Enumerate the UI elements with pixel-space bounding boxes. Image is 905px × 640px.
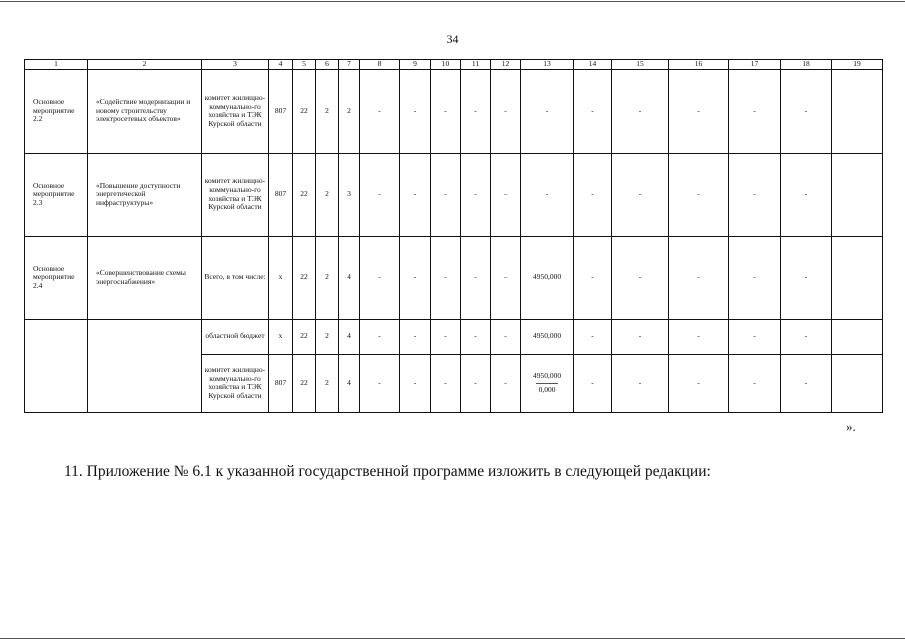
table-cell: 807 <box>269 153 293 236</box>
header-cell: 7 <box>339 60 360 70</box>
table-cell: - <box>491 153 521 236</box>
table-cell: 2 <box>316 319 339 354</box>
table-cell: 22 <box>293 153 316 236</box>
table-cell: - <box>360 69 400 153</box>
table-cell <box>832 354 883 412</box>
table-cell: 807 <box>269 354 293 412</box>
bottom-edge-line <box>0 638 905 639</box>
table-cell <box>832 153 883 236</box>
table-cell: - <box>400 69 431 153</box>
table-cell: - <box>461 236 491 319</box>
table-cell: - <box>612 153 669 236</box>
table-cell: - <box>574 69 612 153</box>
table-cell: - <box>781 319 832 354</box>
header-cell: 18 <box>781 60 832 70</box>
header-cell: 10 <box>431 60 461 70</box>
table-cell: - <box>461 69 491 153</box>
table-cell: 4950,000 <box>521 236 574 319</box>
table-cell: - <box>669 153 729 236</box>
executor-cell: областной бюджет <box>202 319 269 354</box>
table-cell: - <box>669 236 729 319</box>
table-cell: - <box>729 319 781 354</box>
table-cell <box>832 236 883 319</box>
table-cell: х <box>269 319 293 354</box>
table-cell: - <box>781 69 832 153</box>
header-cell: 5 <box>293 60 316 70</box>
funding-value: 0,000 <box>538 384 556 394</box>
table-cell: - <box>461 319 491 354</box>
activity-title: «Совершенствование схемы энергоснабжения» <box>88 236 202 319</box>
table-cell: х <box>269 236 293 319</box>
header-cell: 16 <box>669 60 729 70</box>
header-cell: 1 <box>25 60 88 70</box>
divider <box>536 383 558 384</box>
table-cell: - <box>491 69 521 153</box>
table-cell <box>832 319 883 354</box>
header-cell: 17 <box>729 60 781 70</box>
executor-cell: комитет жилищно-коммунально-го хозяйства и ТЭК Курской области <box>202 153 269 236</box>
table-cell: - <box>729 236 781 319</box>
table-cell: - <box>400 153 431 236</box>
header-cell: 4 <box>269 60 293 70</box>
funding-cell <box>521 354 574 412</box>
table-cell: 4 <box>339 319 360 354</box>
top-edge-line <box>0 1 905 2</box>
table-cell: - <box>400 319 431 354</box>
activity-title: «Содействие модернизации и новому строительству электросетевых объектов» <box>88 69 202 153</box>
funding-value: 4950,000 <box>532 371 562 380</box>
table-cell: - <box>612 354 669 412</box>
table-cell: - <box>360 153 400 236</box>
table-cell: - <box>612 69 669 153</box>
table-cell: - <box>400 354 431 412</box>
table-cell: - <box>491 236 521 319</box>
table-cell: 4 <box>339 354 360 412</box>
table-cell-empty <box>25 319 88 412</box>
table-row <box>25 153 883 236</box>
header-cell: 15 <box>612 60 669 70</box>
table-cell: - <box>574 319 612 354</box>
table-cell: - <box>521 153 574 236</box>
table-cell: 2 <box>316 69 339 153</box>
program-activities-table <box>24 59 883 413</box>
table-cell: 22 <box>293 236 316 319</box>
table-cell: - <box>461 153 491 236</box>
header-cell: 6 <box>316 60 339 70</box>
instruction-paragraph: 11. Приложение № 6.1 к указанной государственной программе изложить в следующей редакции: <box>64 463 711 480</box>
table-cell: - <box>431 354 461 412</box>
table-cell: - <box>612 236 669 319</box>
executor-cell: комитет жилищно-коммунально-го хозяйства и ТЭК Курской области <box>202 354 269 412</box>
header-cell: 11 <box>461 60 491 70</box>
table-header-row <box>25 60 883 70</box>
table-cell: - <box>781 354 832 412</box>
table-cell: 2 <box>339 69 360 153</box>
table-cell: - <box>360 236 400 319</box>
header-cell: 12 <box>491 60 521 70</box>
table-cell: - <box>360 319 400 354</box>
table-cell: - <box>729 354 781 412</box>
table-row <box>25 236 883 319</box>
table-cell: - <box>574 354 612 412</box>
table-cell: - <box>360 354 400 412</box>
activity-title: «Повышение доступности энергетической инфраструктуры» <box>88 153 202 236</box>
table-cell: - <box>521 69 574 153</box>
table-cell: - <box>574 153 612 236</box>
table-cell: 22 <box>293 69 316 153</box>
executor-cell: комитет жилищно-коммунально-го хозяйства и ТЭК Курской области <box>202 69 269 153</box>
table-cell: 807 <box>269 69 293 153</box>
table-cell: 3 <box>339 153 360 236</box>
table-cell: 22 <box>293 319 316 354</box>
table-cell-empty <box>88 319 202 412</box>
table-cell: - <box>461 354 491 412</box>
header-cell: 13 <box>521 60 574 70</box>
table-cell: - <box>491 354 521 412</box>
activity-code: Основное мероприятие 2.4 <box>25 236 88 319</box>
table-cell: - <box>729 69 781 153</box>
header-cell: 14 <box>574 60 612 70</box>
table-cell: - <box>612 319 669 354</box>
closing-quote: ». <box>846 419 856 434</box>
header-cell: 9 <box>400 60 431 70</box>
table-cell: 22 <box>293 354 316 412</box>
table-cell: - <box>781 153 832 236</box>
table-cell: - <box>729 153 781 236</box>
table-cell: 2 <box>316 354 339 412</box>
table-cell: - <box>669 319 729 354</box>
funding-stack <box>533 372 561 394</box>
table-cell: 4 <box>339 236 360 319</box>
header-cell: 8 <box>360 60 400 70</box>
table-row <box>25 319 883 354</box>
activity-code: Основное мероприятие 2.3 <box>25 153 88 236</box>
table-cell: - <box>431 153 461 236</box>
table-cell: - <box>574 236 612 319</box>
header-cell: 2 <box>88 60 202 70</box>
header-cell: 19 <box>832 60 883 70</box>
table-cell: 2 <box>316 236 339 319</box>
table-cell: - <box>431 236 461 319</box>
table-cell: 2 <box>316 153 339 236</box>
table-cell: - <box>669 354 729 412</box>
table-cell: - <box>431 319 461 354</box>
table-cell: - <box>491 319 521 354</box>
table-cell <box>832 69 883 153</box>
table-cell: - <box>781 236 832 319</box>
table-cell: - <box>400 236 431 319</box>
table-cell: - <box>669 69 729 153</box>
executor-cell: Всего, в том числе: <box>202 236 269 319</box>
page-number: 34 <box>446 32 459 46</box>
activity-code: Основное мероприятие 2.2 <box>25 69 88 153</box>
table-row <box>25 69 883 153</box>
table-cell: 4950,000 <box>521 319 574 354</box>
table-cell: - <box>431 69 461 153</box>
header-cell: 3 <box>202 60 269 70</box>
